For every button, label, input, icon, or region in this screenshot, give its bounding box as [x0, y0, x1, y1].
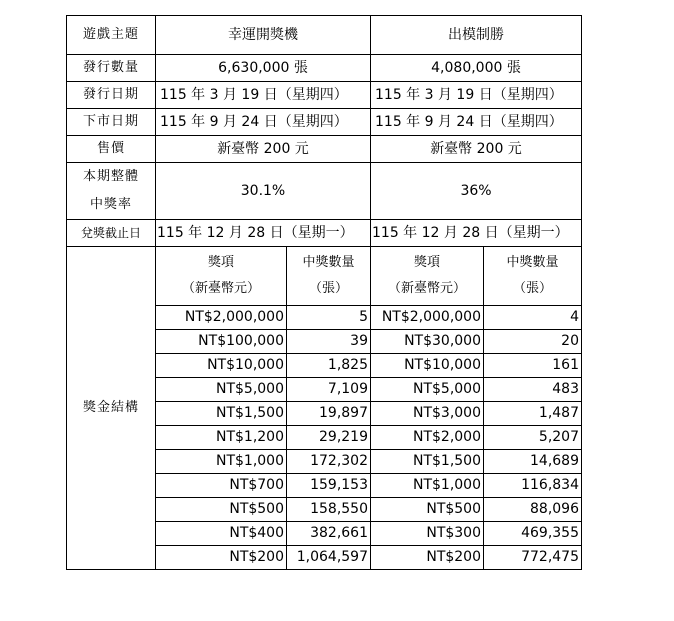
game2-prize-col-header	[371, 247, 484, 306]
game1-count: 5	[287, 306, 371, 330]
game1-prize: NT$500	[156, 498, 287, 522]
game2-prize: NT$5,000	[371, 378, 484, 402]
game1-prize: NT$400	[156, 522, 287, 546]
game2-prize: NT$10,000	[371, 354, 484, 378]
game1-prize: NT$10,000	[156, 354, 287, 378]
game1-count: 1,064,597	[287, 546, 371, 570]
game1-count-col-header	[287, 247, 371, 306]
game1-count: 7,109	[287, 378, 371, 402]
game2-prize: NT$2,000	[371, 426, 484, 450]
game2-count: 1,487	[484, 402, 582, 426]
game2-count: 5,207	[484, 426, 582, 450]
issue-date-label: 發行日期	[67, 82, 156, 109]
game2-count: 20	[484, 330, 582, 354]
prize-structure-label: 獎金結構	[67, 247, 156, 570]
game1-prize-col-line1: 獎項	[207, 255, 234, 270]
header-label: 遊戲主題	[67, 16, 156, 55]
game2-count-col-header	[484, 247, 582, 306]
game1-prize: NT$1,000	[156, 450, 287, 474]
game1-price: 新臺幣 200 元	[156, 136, 371, 163]
claim-deadline-row	[67, 220, 582, 247]
game2-count-col-line1: 中獎數量	[506, 255, 559, 270]
price-label: 售價	[67, 136, 156, 163]
game1-prize: NT$1,500	[156, 402, 287, 426]
game2-count: 4	[484, 306, 582, 330]
game1-title: 幸運開獎機	[156, 16, 371, 55]
game2-count: 483	[484, 378, 582, 402]
game1-prize: NT$100,000	[156, 330, 287, 354]
game1-prize-col-line2: （新臺幣元）	[181, 281, 260, 296]
game1-claim-deadline: 115 年 12 月 28 日（星期一）	[156, 220, 371, 247]
game2-price: 新臺幣 200 元	[371, 136, 582, 163]
game2-count: 14,689	[484, 450, 582, 474]
game2-issue-qty: 4,080,000 張	[371, 55, 582, 82]
game2-issue-date: 115 年 3 月 19 日（星期四）	[371, 82, 582, 109]
game1-win-rate: 30.1%	[156, 163, 371, 220]
game1-prize: NT$1,200	[156, 426, 287, 450]
game2-prize: NT$500	[371, 498, 484, 522]
game2-title: 出模制勝	[371, 16, 582, 55]
game1-prize: NT$200	[156, 546, 287, 570]
game1-prize: NT$5,000	[156, 378, 287, 402]
game2-count: 116,834	[484, 474, 582, 498]
game1-end-date: 115 年 9 月 24 日（星期四）	[156, 109, 371, 136]
game1-issue-date: 115 年 3 月 19 日（星期四）	[156, 82, 371, 109]
game2-count: 772,475	[484, 546, 582, 570]
game1-count: 172,302	[287, 450, 371, 474]
lottery-info-table	[66, 15, 582, 570]
win-rate-row	[67, 163, 582, 220]
end-date-row	[67, 109, 582, 136]
issue-qty-row	[67, 55, 582, 82]
game2-count: 469,355	[484, 522, 582, 546]
game2-prize: NT$1,500	[371, 450, 484, 474]
game1-prize: NT$2,000,000	[156, 306, 287, 330]
game2-count: 88,096	[484, 498, 582, 522]
game1-count: 158,550	[287, 498, 371, 522]
game1-count: 1,825	[287, 354, 371, 378]
game1-issue-qty: 6,630,000 張	[156, 55, 371, 82]
game2-claim-deadline: 115 年 12 月 28 日（星期一）	[371, 220, 582, 247]
header-row	[67, 16, 582, 55]
game1-count-col-line2: （張）	[308, 281, 348, 296]
game1-count: 19,897	[287, 402, 371, 426]
game2-count: 161	[484, 354, 582, 378]
prize-header-row	[67, 247, 582, 306]
issue-date-row	[67, 82, 582, 109]
game1-count-col-line1: 中獎數量	[302, 255, 355, 270]
game1-count: 159,153	[287, 474, 371, 498]
win-rate-label-line2: 中獎率	[89, 197, 132, 212]
game2-prize: NT$3,000	[371, 402, 484, 426]
game2-count-col-line2: （張）	[512, 281, 552, 296]
issue-qty-label: 發行數量	[67, 55, 156, 82]
win-rate-label	[67, 163, 156, 220]
game2-prize: NT$1,000	[371, 474, 484, 498]
game1-prize: NT$700	[156, 474, 287, 498]
game1-count: 382,661	[287, 522, 371, 546]
game2-prize: NT$200	[371, 546, 484, 570]
game2-prize: NT$300	[371, 522, 484, 546]
price-row	[67, 136, 582, 163]
game1-prize-col-header	[156, 247, 287, 306]
game2-end-date: 115 年 9 月 24 日（星期四）	[371, 109, 582, 136]
claim-deadline-label: 兌獎截止日	[67, 220, 156, 247]
end-date-label: 下市日期	[67, 109, 156, 136]
win-rate-label-line1: 本期整體	[82, 169, 139, 184]
game1-count: 39	[287, 330, 371, 354]
game2-win-rate: 36%	[371, 163, 582, 220]
game2-prize: NT$30,000	[371, 330, 484, 354]
game1-count: 29,219	[287, 426, 371, 450]
game2-prize-col-line1: 獎項	[413, 255, 440, 270]
game2-prize-col-line2: （新臺幣元）	[387, 281, 466, 296]
game2-prize: NT$2,000,000	[371, 306, 484, 330]
